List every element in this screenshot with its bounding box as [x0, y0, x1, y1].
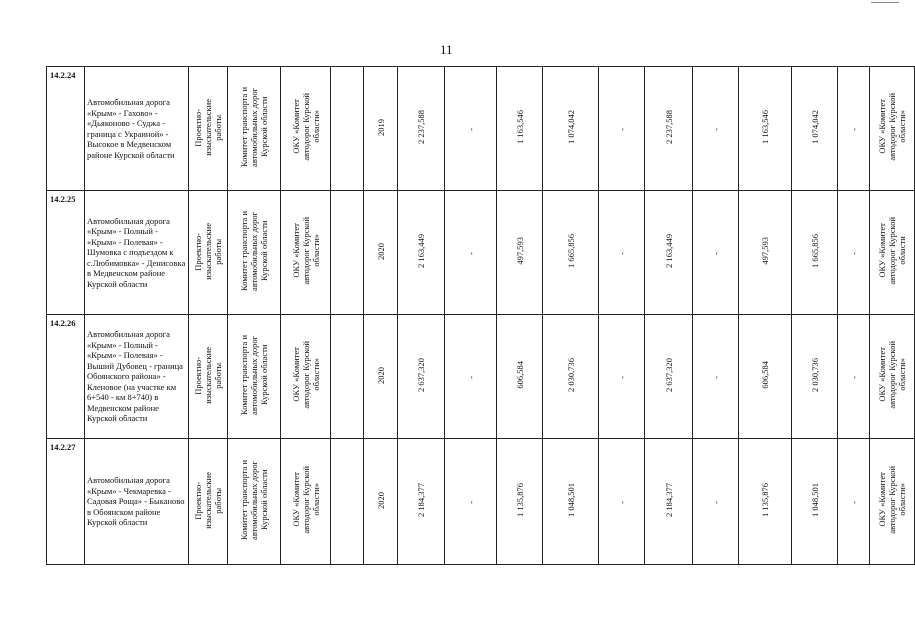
cell-executor: [281, 315, 331, 439]
cell-empty1: [331, 439, 364, 565]
cell-c8: [792, 191, 838, 315]
cell-customer-text: Комитет транспорта и автомобильных дорог Курской области: [239, 87, 269, 168]
cell-c7-text: 1 163,546: [760, 110, 770, 145]
cell-c5-text: 2 637,320: [663, 358, 674, 393]
cell-c7: [739, 439, 792, 565]
cell-empty1: [331, 191, 364, 315]
cell-c7: [739, 191, 792, 315]
cell-responsible: [870, 191, 915, 315]
table-row: [47, 439, 915, 565]
cell-work-text: Проектно- изыскательские работы: [193, 346, 223, 404]
cell-c9: [838, 67, 870, 191]
cell-c5: [645, 67, 693, 191]
cell-c1: [445, 191, 497, 315]
row-number: 14.2.27: [47, 439, 85, 565]
cell-empty1: [331, 315, 364, 439]
table-row: [47, 67, 915, 191]
cell-executor-text: ОКУ «Комитет автодорог Курской области»: [290, 341, 321, 410]
cell-c1: [445, 67, 497, 191]
cell-c2: [497, 191, 543, 315]
cell-c3-text: 1 665,856: [565, 234, 576, 269]
road-name: Автомобильная дорога «Крым» - Полный - «Крым» - Полевая» - Шумовка с подъездом к с.Любимовка» - Денисовка в Медвенском районе Курской области: [85, 191, 189, 315]
cell-c6: [693, 191, 739, 315]
cell-customer: [228, 191, 281, 315]
cell-c6: [693, 315, 739, 439]
cell-customer: [228, 315, 281, 439]
cell-c9: [838, 439, 870, 565]
cell-work-text: Проектно- изыскательские работы: [193, 222, 223, 280]
cell-customer-text: Комитет транспорта и автомобильных дорог Курской области: [239, 460, 269, 541]
cell-year-text: 2020: [375, 491, 386, 509]
cell-c6: [693, 67, 739, 191]
row-number: 14.2.24: [47, 67, 85, 191]
cell-c8: [792, 315, 838, 439]
cell-c5-text: 2 237,588: [663, 110, 674, 145]
cell-c2: [497, 315, 543, 439]
cell-c9-text: -: [848, 128, 859, 132]
cell-executor-text: ОКУ «Комитет автодорог Курской области»: [290, 466, 321, 535]
cell-c4-text: -: [616, 128, 627, 132]
cell-c3: [543, 67, 599, 191]
road-name: Автомобильная дорога «Крым» - Чекмаревка - Садовая Роща» - Быканово в Обоянском районе Курской области: [85, 439, 189, 565]
cell-c5-text: 2 163,449: [663, 234, 674, 269]
cell-c8-text: 1 665,856: [809, 234, 820, 269]
cell-c5-text: 2 184,377: [663, 483, 674, 518]
table-row: [47, 315, 915, 439]
page-number: 11: [440, 42, 453, 57]
cell-c6-text: -: [710, 128, 721, 132]
cell-total: [398, 315, 445, 439]
cell-c7-text: 497,593: [760, 237, 770, 266]
cell-work: [189, 191, 228, 315]
cell-c2-text: 1 135,876: [514, 483, 525, 518]
cell-total: [398, 439, 445, 565]
cell-c8-text: 2 030,736: [809, 358, 820, 393]
cell-total-text: 2 163,449: [416, 234, 426, 269]
cell-c8-text: 1 074,042: [809, 110, 820, 145]
scan-mark: [871, 2, 899, 3]
cell-c3: [543, 315, 599, 439]
cell-c3-text: 1 048,501: [565, 483, 576, 518]
cell-c3: [543, 439, 599, 565]
cell-c1: [445, 439, 497, 565]
cell-work: [189, 439, 228, 565]
cell-c1-text: -: [465, 376, 476, 380]
cell-year-text: 2020: [375, 366, 386, 384]
cell-c4-text: -: [616, 252, 627, 256]
cell-c8-text: 1 048,501: [809, 483, 820, 518]
cell-responsible: [870, 439, 915, 565]
cell-c3-text: 1 074,042: [565, 110, 576, 145]
cell-responsible: [870, 315, 915, 439]
road-works-table: [46, 66, 915, 565]
row-number: 14.2.26: [47, 315, 85, 439]
table-row: [47, 191, 915, 315]
cell-c8: [792, 67, 838, 191]
cell-c6: [693, 439, 739, 565]
cell-c9: [838, 315, 870, 439]
cell-c4: [599, 439, 645, 565]
table-body: [47, 67, 915, 565]
cell-total: [398, 67, 445, 191]
cell-year-text: 2020: [375, 242, 386, 260]
cell-c2: [497, 67, 543, 191]
cell-executor-text: ОКУ «Комитет автодорог Курской области»: [290, 93, 321, 162]
cell-c9: [838, 191, 870, 315]
cell-c6-text: -: [710, 376, 721, 380]
cell-c4: [599, 315, 645, 439]
cell-c5: [645, 315, 693, 439]
cell-executor: [281, 67, 331, 191]
cell-responsible-text: ОКУ «Комитет автодорог Курской области: [877, 217, 907, 286]
cell-responsible-text: ОКУ «Комитет автодорог Курской области»: [877, 341, 907, 410]
cell-customer-text: Комитет транспорта и автомобильных дорог Курской области: [239, 335, 269, 416]
cell-responsible: [870, 67, 915, 191]
cell-c2-text: 606,584: [514, 361, 525, 390]
cell-work-text: Проектно- изыскательские работы: [193, 471, 223, 529]
cell-c6-text: -: [710, 501, 721, 505]
cell-c9-text: -: [848, 501, 859, 505]
cell-total-text: 2 637,320: [416, 358, 426, 393]
cell-c1: [445, 315, 497, 439]
cell-total-text: 2 184,377: [416, 483, 426, 518]
cell-c3: [543, 191, 599, 315]
cell-c7-text: 1 135,876: [760, 483, 770, 518]
cell-c9-text: -: [848, 252, 859, 256]
cell-customer-text: Комитет транспорта и автомобильных дорог Курской области: [239, 211, 269, 292]
cell-c9-text: -: [848, 376, 859, 380]
cell-executor: [281, 439, 331, 565]
cell-total-text: 2 237,588: [416, 110, 426, 145]
cell-year: [364, 439, 398, 565]
cell-c2: [497, 439, 543, 565]
cell-year: [364, 67, 398, 191]
cell-work: [189, 67, 228, 191]
cell-c7-text: 606,584: [760, 361, 770, 390]
cell-customer: [228, 439, 281, 565]
cell-year: [364, 315, 398, 439]
cell-empty1: [331, 67, 364, 191]
cell-work-text: Проектно- изыскательские работы: [193, 98, 223, 156]
cell-c4: [599, 191, 645, 315]
cell-work: [189, 315, 228, 439]
road-name: Автомобильная дорога «Крым» - Полный - «Крым» - Полевая» - Выший Дубовец - граница Обоянского района» - Кленовое (на участке км 6+540 - км 8+740) в Медвенском районе Курской области: [85, 315, 189, 439]
cell-c6-text: -: [710, 252, 721, 256]
cell-c4-text: -: [616, 376, 627, 380]
cell-c1-text: -: [465, 501, 476, 505]
cell-c7: [739, 315, 792, 439]
cell-year-text: 2019: [375, 118, 386, 136]
cell-c8: [792, 439, 838, 565]
cell-c1-text: -: [465, 128, 476, 132]
cell-responsible-text: ОКУ «Комитет автодорог Курской области»: [877, 466, 907, 535]
cell-customer: [228, 67, 281, 191]
cell-c7: [739, 67, 792, 191]
road-name: Автомобильная дорога «Крым» - Гахово» - «Дьяконово - Суджа - граница с Украиной» - Высокое в Медвенском районе Курской области: [85, 67, 189, 191]
cell-responsible-text: ОКУ «Комитет автодорог Курской области»: [877, 93, 907, 162]
cell-executor-text: ОКУ «Комитет автодорог Курской области»: [290, 217, 321, 286]
cell-c5: [645, 191, 693, 315]
cell-c2-text: 497,593: [514, 237, 525, 266]
cell-c4-text: -: [616, 501, 627, 505]
cell-c5: [645, 439, 693, 565]
cell-c1-text: -: [465, 252, 476, 256]
cell-total: [398, 191, 445, 315]
cell-year: [364, 191, 398, 315]
cell-c3-text: 2 030,736: [565, 358, 576, 393]
cell-c2-text: 1 163,546: [514, 110, 525, 145]
cell-executor: [281, 191, 331, 315]
cell-c4: [599, 67, 645, 191]
row-number: 14.2.25: [47, 191, 85, 315]
